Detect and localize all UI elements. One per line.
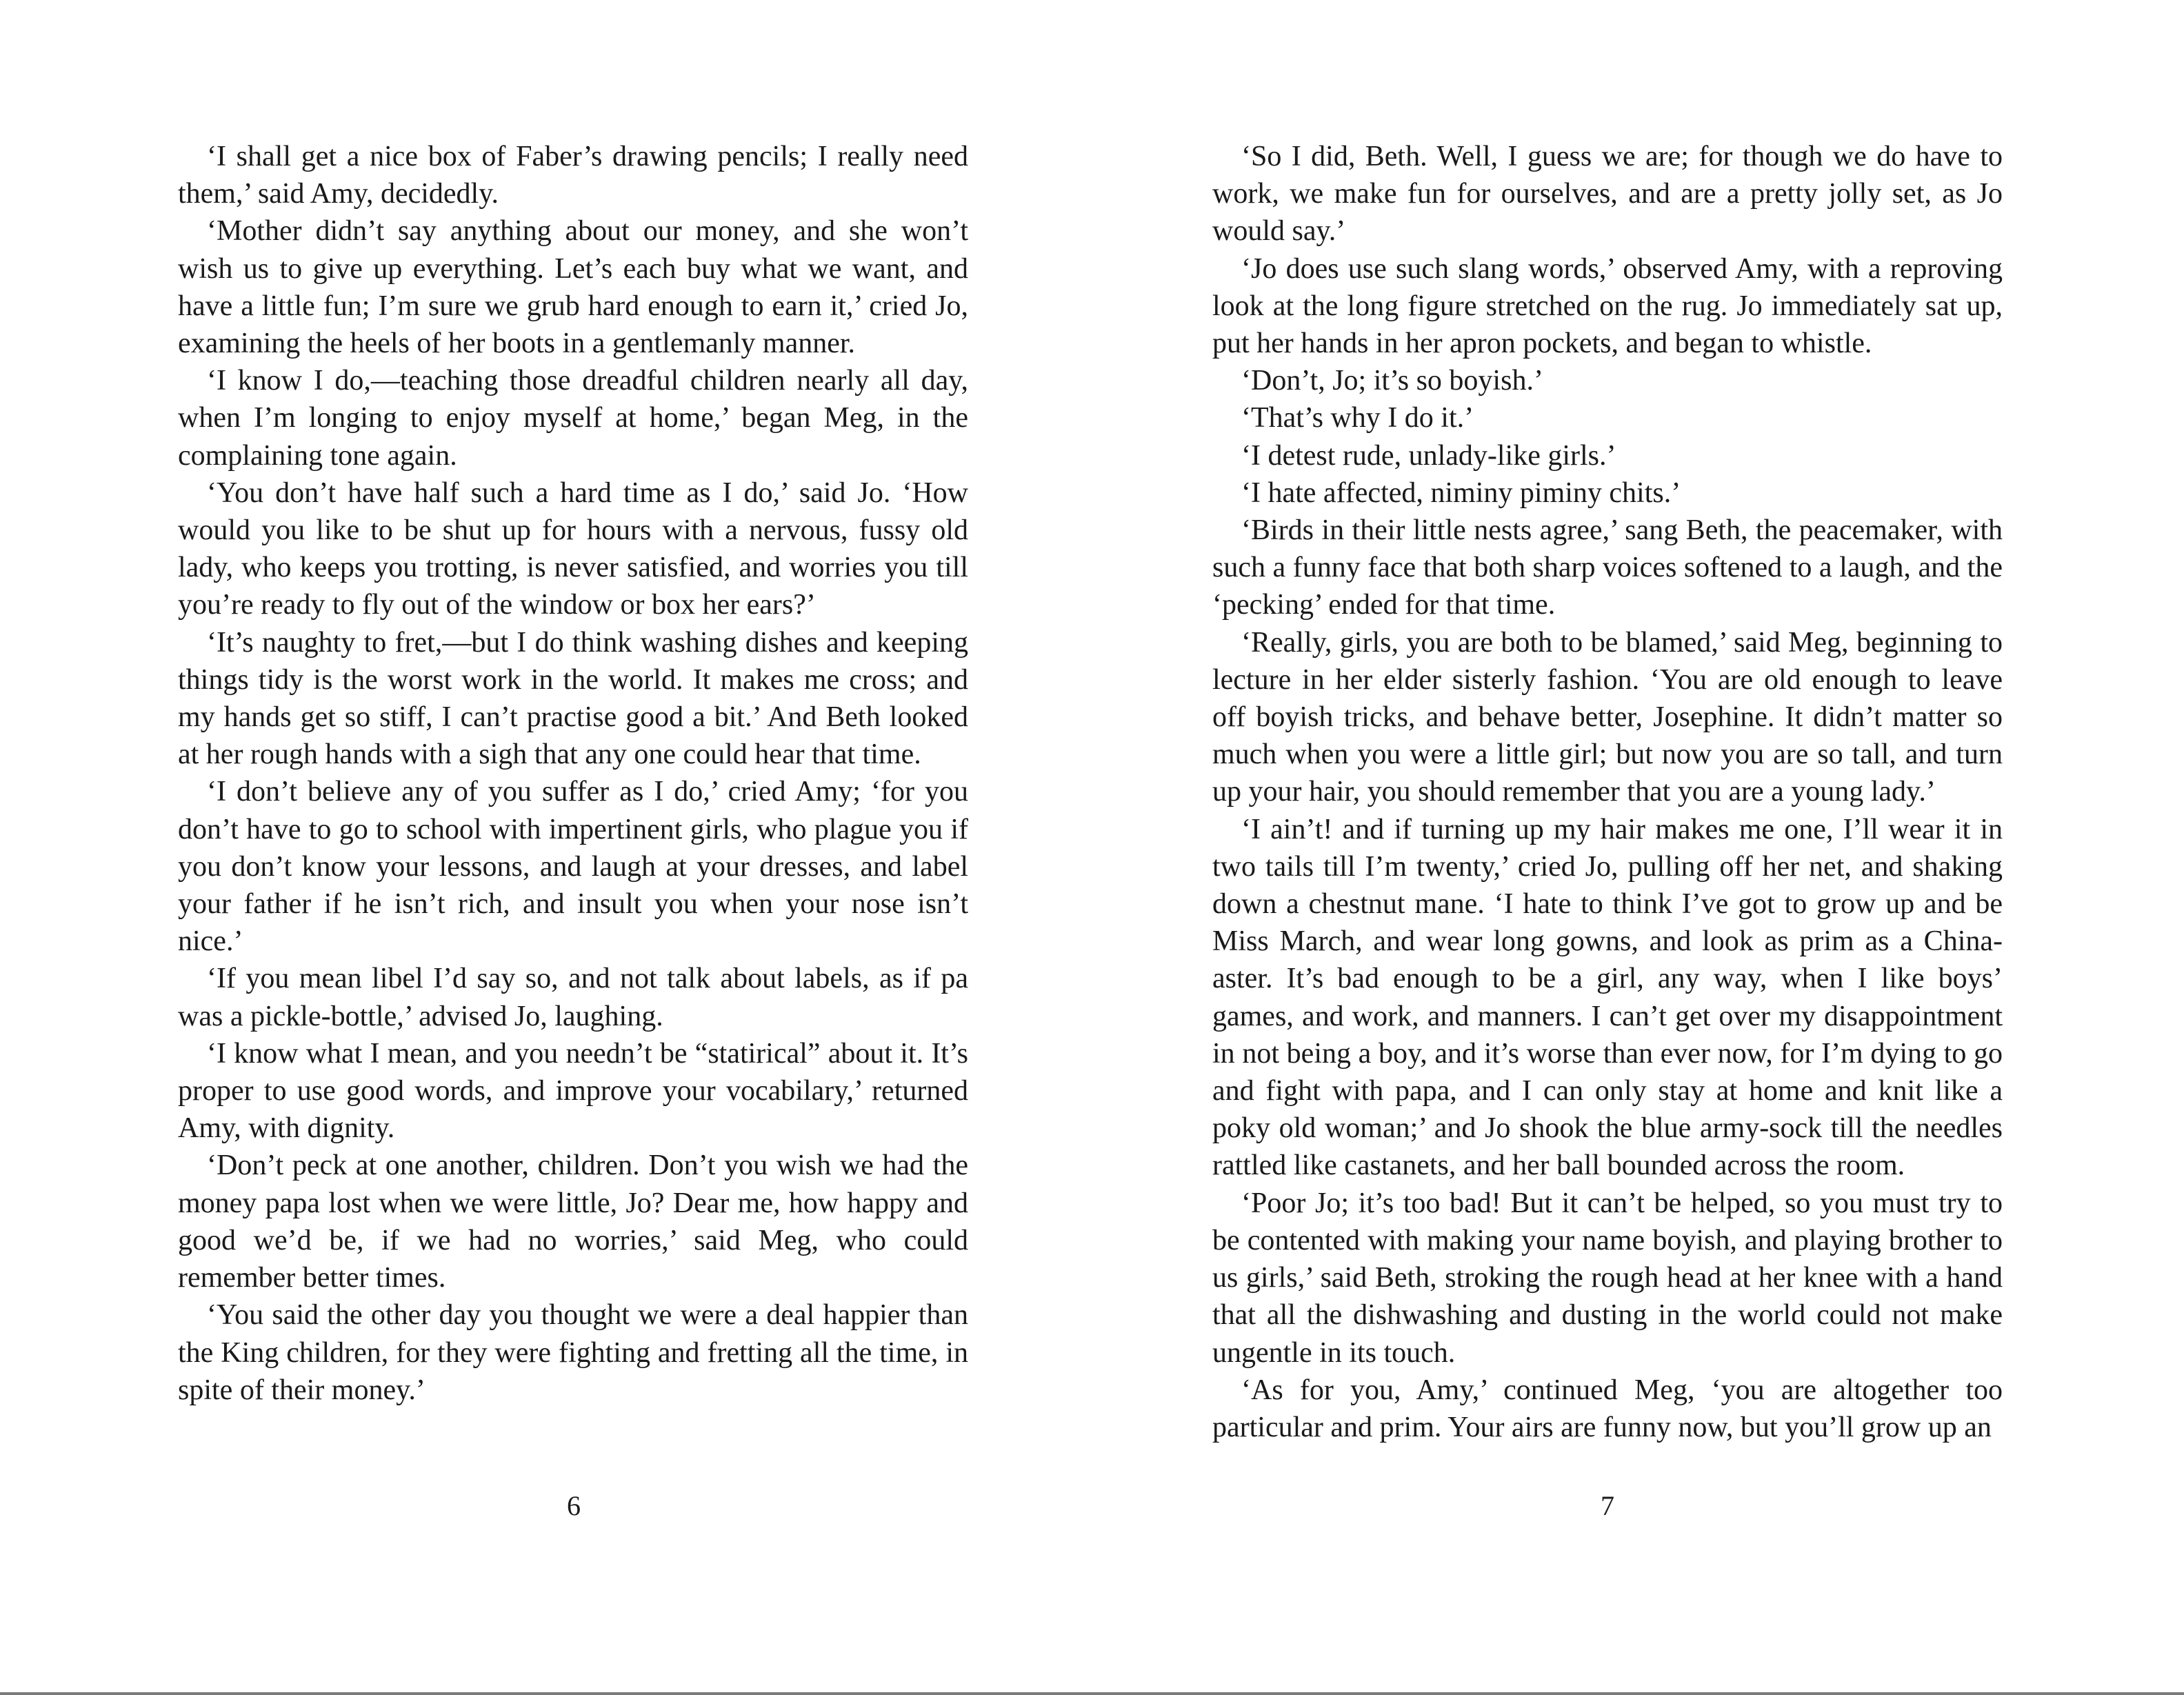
paragraph: ‘Jo does use such slang words,’ observed Amy, with a reproving look at the long figure stretched on the rug. Jo immediately sat up, put her hands in her apron pockets, and began to whistle.	[1212, 252, 2003, 360]
paragraph: ‘I know what I mean, and you needn’t be “statirical” about it. It’s proper to use good words, and improve your vocabilary,’ returned Amy, with dignity.	[178, 1037, 968, 1145]
bottom-edge-line	[0, 1692, 2184, 1695]
page-number-left: 6	[567, 1490, 581, 1521]
paragraph: ‘If you mean libel I’d say so, and not talk about labels, as if pa was a pickle-bottle,’ advised Jo, laughing.	[178, 963, 968, 1032]
paragraph: ‘I ain’t! and if turning up my hair makes me one, I’ll wear it in two tails till I’m twenty,’ cried Jo, pulling off her net, and shaking down a chestnut mane. ‘I hate to think I’ve got to grow up and be Miss March, and wear long gowns, and look as prim as a China-aster. It’s bad enough to be a girl, any way, when I like boys’ games, and work, and manners. I can’t get over my disappointment in not being a boy, and it’s worse than ever now, for I’m dying to go and fight with papa, and I can only stay at home and knit like a poky old woman;’ and Jo shook the blue army-sock till the needles rattled like castanets, and her ball bounded across the room.	[1212, 813, 2003, 1182]
paragraph: ‘Don’t peck at one another, children. Don’t you wish we had the money papa lost when we were little, Jo? Dear me, how happy and good we’d be, if we had no worries,’ said Meg, who could remember better times.	[178, 1150, 968, 1294]
paragraph: ‘I shall get a nice box of Faber’s drawing pencils; I really need them,’ said Amy, decidedly.	[178, 141, 968, 210]
paragraph: ‘That’s why I do it.’	[1241, 402, 1474, 434]
paragraph: ‘Really, girls, you are both to be blamed,’ said Meg, beginning to lecture in her elder sisterly fashion. ‘You are old enough to leave off boyish tricks, and behave better, Josephine. It didn’t matter so much when you were a little girl; but now you are so tall, and turn up your hair, you should remember that you are a young lady.’	[1212, 626, 2003, 808]
paragraph: ‘I detest rude, unlady-like girls.’	[1241, 439, 1616, 472]
paragraph: ‘Mother didn’t say anything about our money, and she won’t wish us to give up everything. Let’s each buy what we want, and have a little fun; I’m sure we grub hard enough to earn it,’ cried Jo, examining the heels of her boots in a gentlemanly manner.	[178, 215, 968, 360]
right-page-text	[1212, 138, 2003, 1446]
paragraph: ‘Don’t, Jo; it’s so boyish.’	[1241, 365, 1543, 397]
paragraph: ‘Birds in their little nests agree,’ sang Beth, the peacemaker, with such a funny face that both sharp voices softened to a laugh, and the ‘pecking’ ended for that time.	[1212, 514, 2003, 621]
paragraph: ‘So I did, Beth. Well, I guess we are; for though we do have to work, we make fun for ourselves, and are a pretty jolly set, as Jo would say.’	[1212, 141, 2003, 248]
paragraph: ‘I know I do,—teaching those dreadful children nearly all day, when I’m longing to enjoy myself at home,’ began Meg, in the complaining tone again.	[178, 365, 968, 472]
page-number-right: 7	[1601, 1490, 1614, 1521]
paragraph: ‘I don’t believe any of you suffer as I do,’ cried Amy; ‘for you don’t have to go to school with impertinent girls, who plague you if you don’t know your lessons, and laugh at your dresses, and label your father if he isn’t rich, and insult you when your nose isn’t nice.’	[178, 776, 968, 958]
paragraph: ‘You said the other day you thought we were a deal happier than the King children, for they were fighting and fretting all the time, in spite of their money.’	[178, 1299, 968, 1406]
paragraph: ‘You don’t have half such a hard time as I do,’ said Jo. ‘How would you like to be shut up for hours with a nervous, fussy old lady, who keeps you trotting, is never satisfied, and worries you till you’re ready to fly out of the window or box her ears?’	[178, 477, 968, 621]
left-page-text	[178, 138, 968, 1409]
paragraph: ‘It’s naughty to fret,—but I do think washing dishes and keeping things tidy is the worst work in the world. It makes me cross; and my hands get so stiff, I can’t practise good a bit.’ And Beth looked at her rough hands with a sigh that any one could hear that time.	[178, 626, 968, 771]
paragraph: ‘Poor Jo; it’s too bad! But it can’t be helped, so you must try to be contented with making your name boyish, and playing brother to us girls,’ said Beth, stroking the rough head at her knee with a hand that all the dishwashing and dusting in the world could not make ungentle in its touch.	[1212, 1187, 2003, 1369]
paragraph: ‘I hate affected, niminy piminy chits.’	[1241, 477, 1681, 509]
paragraph: ‘As for you, Amy,’ continued Meg, ‘you are altogether too particular and prim. Your airs are funny now, but you’ll grow up an	[1212, 1374, 2003, 1443]
